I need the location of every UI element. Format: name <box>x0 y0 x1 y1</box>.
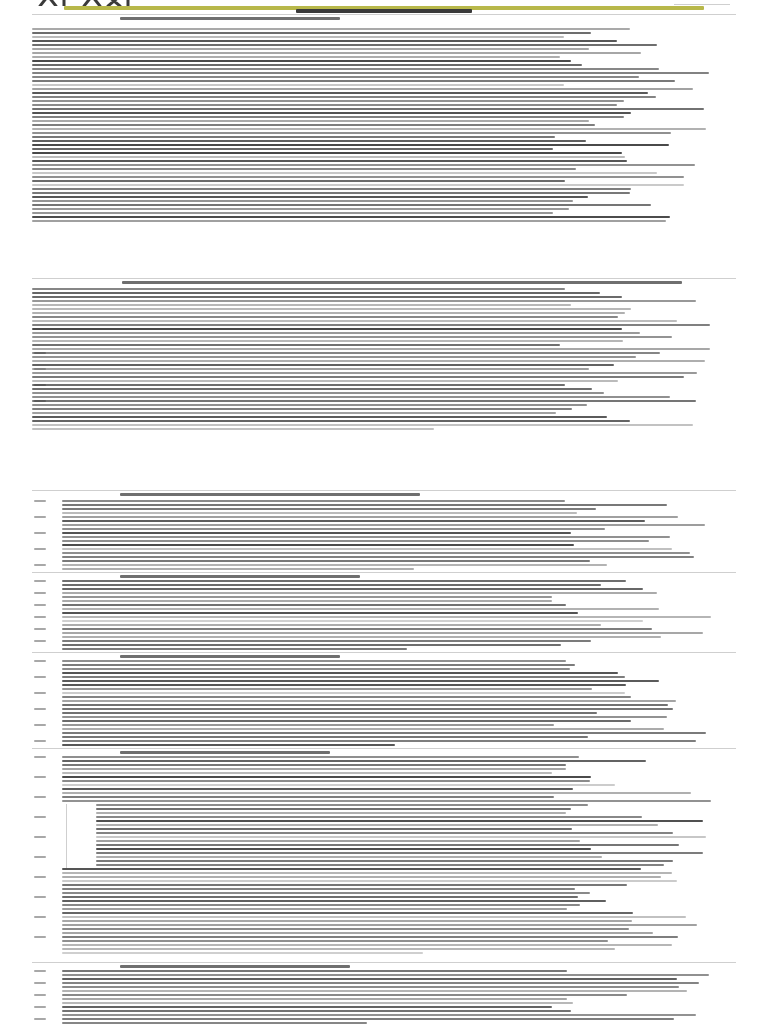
list-bullet-icon <box>34 1006 46 1008</box>
text-line <box>32 40 617 42</box>
text-line <box>62 584 601 586</box>
text-line <box>62 924 697 926</box>
text-line <box>32 176 684 178</box>
list-bullet-icon <box>34 724 46 726</box>
text-line <box>62 568 414 570</box>
text-line <box>62 700 676 702</box>
text-line <box>32 328 622 330</box>
text-line <box>62 528 605 530</box>
text-line <box>62 940 608 942</box>
section-list-d <box>32 652 736 748</box>
section-heading <box>120 751 330 754</box>
text-line <box>62 892 590 894</box>
list-bullet-icon <box>34 776 46 778</box>
text-line <box>62 604 566 606</box>
text-line <box>62 544 574 546</box>
section-article <box>32 14 736 224</box>
list-bullet-icon <box>34 836 46 838</box>
nested-list-indent <box>66 804 95 868</box>
text-line <box>62 524 705 526</box>
list-bullet-icon <box>34 994 46 996</box>
text-line <box>62 708 673 710</box>
text-line <box>32 36 564 38</box>
text-line <box>62 508 596 510</box>
text-line <box>32 424 693 426</box>
text-line <box>62 920 632 922</box>
text-line <box>32 184 684 186</box>
text-line <box>62 692 625 694</box>
text-line <box>32 92 648 94</box>
text-line <box>62 792 691 794</box>
text-line <box>32 416 607 418</box>
text-line <box>32 200 573 202</box>
text-line <box>62 888 575 890</box>
text-line <box>32 180 565 182</box>
text-line <box>32 396 670 398</box>
list-bullet-icon <box>34 532 46 534</box>
text-line <box>62 952 423 954</box>
text-line <box>62 668 570 670</box>
text-line <box>62 644 561 646</box>
text-line <box>32 104 617 106</box>
text-line <box>62 596 552 598</box>
text-line <box>62 640 591 642</box>
text-line <box>32 356 636 358</box>
text-line <box>32 288 565 290</box>
text-line <box>62 764 566 766</box>
text-line <box>62 688 592 690</box>
text-line <box>62 998 567 1000</box>
text-line <box>62 620 643 622</box>
text-line <box>96 808 571 810</box>
list-bullet-icon <box>34 604 46 606</box>
text-line <box>62 872 672 874</box>
text-line <box>96 840 580 842</box>
text-line <box>62 756 579 758</box>
text-line <box>62 696 631 698</box>
text-line <box>62 784 615 786</box>
text-line <box>32 340 623 342</box>
text-line <box>62 680 659 682</box>
text-line <box>62 716 667 718</box>
nav-search-box[interactable] <box>674 0 730 5</box>
section-heading <box>120 575 360 578</box>
text-line <box>62 580 626 582</box>
text-line <box>62 932 653 934</box>
text-line <box>62 548 672 550</box>
text-line <box>32 100 624 102</box>
text-line <box>62 588 643 590</box>
text-line <box>62 636 661 638</box>
text-line <box>96 836 706 838</box>
text-line <box>62 648 407 650</box>
text-line <box>32 348 710 350</box>
text-line <box>32 96 656 98</box>
text-line <box>32 76 639 78</box>
text-line <box>62 536 670 538</box>
text-line <box>32 136 555 138</box>
text-line <box>96 852 703 854</box>
text-line <box>32 320 677 322</box>
text-line <box>32 56 560 58</box>
list-bullet-icon <box>34 970 46 972</box>
nav-active-tab[interactable] <box>296 9 472 13</box>
text-line <box>32 80 675 82</box>
text-line <box>62 744 395 746</box>
text-line <box>32 384 565 386</box>
text-line <box>32 332 640 334</box>
text-line <box>32 292 600 294</box>
section-heading <box>120 17 340 20</box>
text-line <box>32 148 553 150</box>
text-line <box>62 684 626 686</box>
text-line <box>96 864 664 866</box>
text-line <box>62 624 601 626</box>
text-line <box>62 616 711 618</box>
text-line <box>32 376 684 378</box>
text-line <box>62 512 577 514</box>
text-line <box>62 948 615 950</box>
text-line <box>62 504 667 506</box>
text-line <box>62 612 578 614</box>
list-bullet-icon <box>34 816 46 818</box>
text-line <box>96 812 566 814</box>
section-heading <box>122 281 682 284</box>
text-line <box>32 160 627 162</box>
text-line <box>32 124 595 126</box>
text-line <box>62 532 571 534</box>
section-heading <box>120 655 340 658</box>
text-line <box>62 900 606 902</box>
list-bullet-icon <box>34 916 46 918</box>
text-line <box>32 408 572 410</box>
text-line <box>96 856 602 858</box>
text-line <box>62 724 554 726</box>
text-line <box>96 824 658 826</box>
text-line <box>62 788 573 790</box>
text-line <box>32 132 671 134</box>
text-line <box>62 780 590 782</box>
section-heading <box>120 493 420 496</box>
text-line <box>32 208 569 210</box>
text-line <box>32 212 553 214</box>
text-line <box>32 220 666 222</box>
text-line <box>62 736 588 738</box>
text-line <box>32 392 604 394</box>
list-bullet-icon <box>34 676 46 678</box>
text-line <box>32 428 434 430</box>
text-line <box>32 88 693 90</box>
text-line <box>62 768 566 770</box>
text-line <box>32 168 576 170</box>
text-line <box>62 740 696 742</box>
text-line <box>62 676 625 678</box>
list-bullet-icon <box>34 856 46 858</box>
text-line <box>32 336 672 338</box>
text-line <box>62 796 554 798</box>
list-bullet-icon <box>34 876 46 878</box>
text-line <box>96 832 673 834</box>
section-list-f <box>32 962 736 1024</box>
text-line <box>32 308 631 310</box>
text-line <box>32 388 592 390</box>
section-list-a <box>32 278 736 430</box>
text-line <box>32 172 657 174</box>
list-bullet-icon <box>34 516 46 518</box>
text-line <box>32 312 625 314</box>
text-line <box>62 986 679 988</box>
text-line <box>62 720 631 722</box>
text-line <box>32 28 630 30</box>
text-line <box>32 204 651 206</box>
list-bullet-icon <box>34 616 46 618</box>
text-line <box>32 48 589 50</box>
list-bullet-icon <box>34 796 46 798</box>
text-line <box>32 140 586 142</box>
text-line <box>32 344 560 346</box>
text-line <box>32 296 622 298</box>
text-line <box>62 916 686 918</box>
text-line <box>62 1002 573 1004</box>
text-line <box>62 1006 552 1008</box>
text-line <box>62 912 633 914</box>
list-bullet-icon <box>34 740 46 742</box>
text-line <box>62 608 659 610</box>
text-line <box>32 120 589 122</box>
text-line <box>32 156 625 158</box>
text-line <box>32 316 618 318</box>
text-line <box>62 880 677 882</box>
text-line <box>96 804 588 806</box>
text-line <box>32 196 588 198</box>
text-line <box>96 848 591 850</box>
text-line <box>32 52 641 54</box>
text-line <box>32 380 618 382</box>
text-line <box>96 860 673 862</box>
list-bullet-icon <box>34 548 46 550</box>
text-line <box>62 990 687 992</box>
text-line <box>62 664 575 666</box>
text-line <box>62 970 567 972</box>
text-line <box>62 908 567 910</box>
text-line <box>96 820 703 822</box>
text-line <box>62 760 646 762</box>
text-line <box>62 928 629 930</box>
text-line <box>62 1014 696 1016</box>
text-line <box>62 516 678 518</box>
text-line <box>62 1010 571 1012</box>
list-bullet-icon <box>34 1018 46 1020</box>
text-line <box>62 776 591 778</box>
text-line <box>62 800 711 802</box>
text-line <box>32 64 582 66</box>
list-bullet-icon <box>34 564 46 566</box>
text-line <box>62 500 565 502</box>
text-line <box>32 84 564 86</box>
text-line <box>62 868 641 870</box>
text-line <box>62 552 690 554</box>
section-list-c <box>32 572 736 652</box>
text-line <box>32 164 695 166</box>
text-line <box>62 1018 674 1020</box>
text-line <box>32 68 659 70</box>
text-line <box>96 828 572 830</box>
text-line <box>32 112 631 114</box>
text-line <box>62 632 703 634</box>
text-line <box>32 60 571 62</box>
text-line <box>32 44 657 46</box>
text-line <box>62 672 618 674</box>
text-line <box>32 32 591 34</box>
list-bullet-icon <box>34 580 46 582</box>
text-line <box>62 712 597 714</box>
list-bullet-icon <box>34 708 46 710</box>
list-bullet-icon <box>34 982 46 984</box>
text-line <box>32 116 624 118</box>
text-line <box>62 600 552 602</box>
text-line <box>32 412 556 414</box>
text-line <box>32 304 571 306</box>
text-line <box>96 816 642 818</box>
text-line <box>32 300 696 302</box>
text-line <box>32 368 589 370</box>
text-line <box>32 364 614 366</box>
list-bullet-icon <box>34 628 46 630</box>
text-line <box>62 896 578 898</box>
text-line <box>62 978 677 980</box>
text-line <box>62 732 706 734</box>
text-line <box>62 520 645 522</box>
text-line <box>32 352 660 354</box>
text-line <box>32 216 670 218</box>
section-list-b <box>32 490 736 572</box>
text-line <box>62 974 709 976</box>
text-line <box>62 728 664 730</box>
text-line <box>32 144 669 146</box>
text-line <box>32 404 587 406</box>
text-line <box>32 72 709 74</box>
text-line <box>62 540 649 542</box>
list-bullet-icon <box>34 640 46 642</box>
text-line <box>96 844 679 846</box>
section-list-e <box>32 748 736 962</box>
list-bullet-icon <box>34 936 46 938</box>
text-line <box>62 556 694 558</box>
text-line <box>32 400 696 402</box>
text-line <box>62 592 657 594</box>
text-line <box>62 884 627 886</box>
list-bullet-icon <box>34 896 46 898</box>
text-line <box>62 560 590 562</box>
text-line <box>32 152 622 154</box>
text-line <box>62 982 699 984</box>
text-line <box>32 188 631 190</box>
text-line <box>62 772 552 774</box>
list-bullet-icon <box>34 660 46 662</box>
list-bullet-icon <box>34 592 46 594</box>
text-line <box>62 628 652 630</box>
list-bullet-icon <box>34 692 46 694</box>
text-line <box>32 128 706 130</box>
text-line <box>62 704 668 706</box>
text-line <box>62 904 580 906</box>
text-line <box>62 660 566 662</box>
text-line <box>62 876 661 878</box>
text-line <box>32 372 697 374</box>
text-line <box>32 108 704 110</box>
text-line <box>32 192 630 194</box>
list-bullet-icon <box>34 756 46 758</box>
text-line <box>32 420 630 422</box>
text-line <box>32 324 710 326</box>
text-line <box>62 994 627 996</box>
text-line <box>62 936 678 938</box>
list-bullet-icon <box>34 500 46 502</box>
text-line <box>62 564 607 566</box>
text-line <box>62 944 672 946</box>
text-line <box>32 360 705 362</box>
section-heading <box>120 965 350 968</box>
